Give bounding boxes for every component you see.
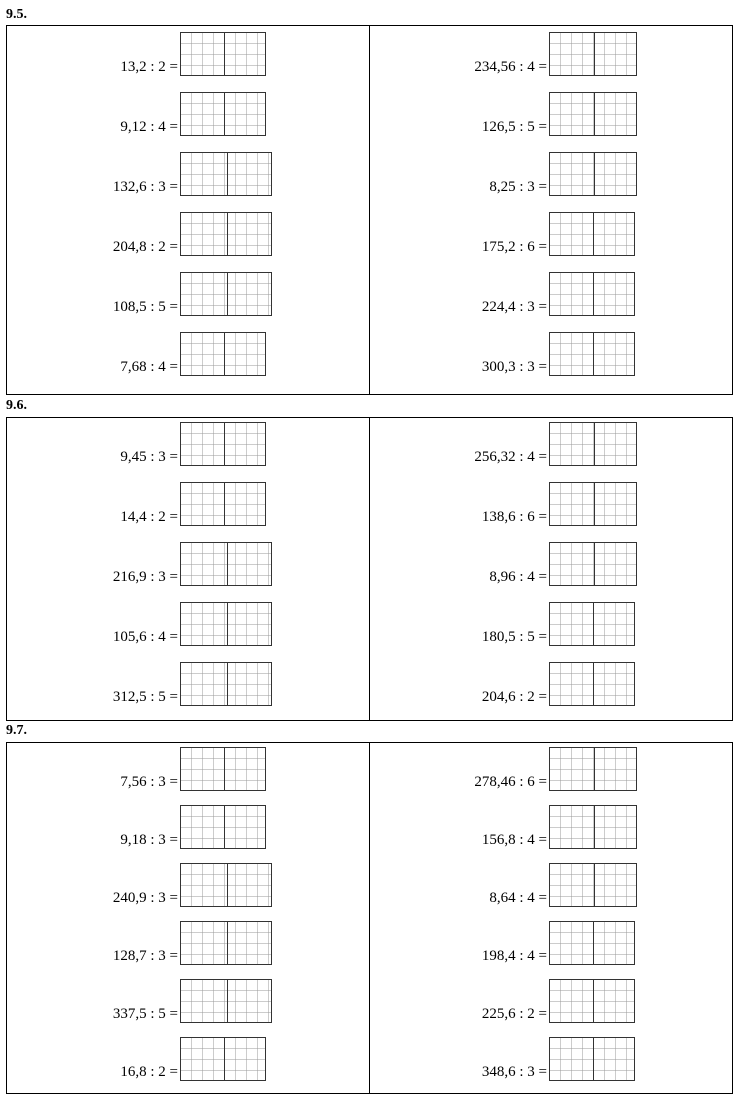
grid-divider: [224, 93, 225, 135]
division-problem: [482, 212, 635, 256]
answer-grid[interactable]: [180, 212, 272, 256]
division-expression: 8,96 : 4 =: [489, 569, 547, 585]
grid-divider: [224, 1038, 225, 1080]
answer-grid[interactable]: [180, 602, 272, 646]
grid-divider: [594, 93, 595, 135]
division-expression: 7,68 : 4 =: [120, 359, 178, 375]
grid-divider: [593, 603, 594, 645]
division-problem: [489, 863, 637, 907]
division-expression: 225,6 : 2 =: [481, 1006, 547, 1022]
division-expression: 105,6 : 4 =: [112, 629, 178, 645]
answer-grid[interactable]: [549, 602, 635, 646]
grid-divider: [227, 980, 228, 1022]
division-expression: 9,12 : 4 =: [120, 119, 178, 135]
division-problem: [120, 805, 266, 849]
division-problem: [482, 602, 635, 646]
answer-grid[interactable]: [180, 863, 272, 907]
division-expression: 108,5 : 5 =: [112, 299, 178, 315]
division-expression: 312,5 : 5 =: [112, 689, 178, 705]
division-problem: [482, 805, 637, 849]
grid-divider: [224, 806, 225, 848]
division-problem: [113, 542, 272, 586]
grid-divider: [227, 663, 228, 705]
grid-divider: [224, 483, 225, 525]
section-box: [6, 417, 733, 721]
division-problem: [113, 152, 272, 196]
grid-divider: [227, 213, 228, 255]
grid-divider: [593, 663, 594, 705]
grid-divider: [593, 980, 594, 1022]
answer-grid[interactable]: [549, 662, 635, 706]
answer-grid[interactable]: [180, 332, 266, 376]
answer-grid[interactable]: [180, 422, 266, 466]
grid-divider: [593, 1038, 594, 1080]
answer-grid[interactable]: [180, 921, 272, 965]
answer-grid[interactable]: [549, 921, 635, 965]
division-problem: [489, 152, 637, 196]
grid-divider: [593, 213, 594, 255]
division-expression: 204,6 : 2 =: [481, 689, 547, 705]
division-expression: 13,2 : 2 =: [120, 59, 178, 75]
answer-grid[interactable]: [549, 863, 637, 907]
division-problem: [120, 332, 266, 376]
answer-grid[interactable]: [549, 152, 637, 196]
answer-grid[interactable]: [180, 32, 266, 76]
grid-divider: [594, 483, 595, 525]
answer-grid[interactable]: [180, 747, 266, 791]
answer-grid[interactable]: [180, 542, 272, 586]
division-problem: [113, 979, 272, 1023]
answer-grid[interactable]: [549, 272, 635, 316]
answer-grid[interactable]: [549, 1037, 635, 1081]
answer-grid[interactable]: [180, 152, 272, 196]
division-expression: 7,56 : 3 =: [120, 774, 178, 790]
division-problem: [489, 542, 637, 586]
division-expression: 224,4 : 3 =: [481, 299, 547, 315]
grid-divider: [594, 806, 595, 848]
division-problem: [113, 212, 272, 256]
grid-divider: [593, 333, 594, 375]
division-problem: [113, 602, 272, 646]
division-problem: [120, 1037, 266, 1081]
division-expression: 300,3 : 3 =: [481, 359, 547, 375]
grid-divider: [593, 922, 594, 964]
section-label: 9.6.: [6, 398, 27, 413]
division-expression: 198,4 : 4 =: [481, 948, 547, 964]
grid-divider: [224, 33, 225, 75]
grid-divider: [227, 864, 228, 906]
division-problem: [474, 422, 637, 466]
division-problem: [482, 979, 635, 1023]
division-problem: [120, 422, 266, 466]
division-problem: [482, 662, 635, 706]
answer-grid[interactable]: [180, 272, 272, 316]
column-divider: [369, 743, 370, 1093]
division-expression: 256,32 : 4 =: [474, 449, 547, 465]
answer-grid[interactable]: [549, 542, 637, 586]
division-problem: [120, 482, 266, 526]
grid-divider: [594, 153, 595, 195]
section-box: [6, 742, 733, 1094]
answer-grid[interactable]: [549, 32, 637, 76]
section-label: 9.5.: [6, 7, 27, 22]
grid-divider: [227, 603, 228, 645]
division-expression: 9,18 : 3 =: [120, 832, 178, 848]
answer-grid[interactable]: [549, 805, 637, 849]
division-problem: [482, 92, 637, 136]
column-divider: [369, 418, 370, 720]
division-problem: [113, 921, 272, 965]
grid-divider: [227, 273, 228, 315]
division-expression: 234,56 : 4 =: [474, 59, 547, 75]
division-problem: [482, 332, 635, 376]
division-expression: 14,4 : 2 =: [120, 509, 178, 525]
column-divider: [369, 26, 370, 394]
grid-divider: [594, 748, 595, 790]
grid-divider: [224, 333, 225, 375]
division-expression: 175,2 : 6 =: [481, 239, 547, 255]
division-problem: [120, 747, 266, 791]
answer-grid[interactable]: [180, 662, 272, 706]
division-expression: 216,9 : 3 =: [112, 569, 178, 585]
division-problem: [113, 863, 272, 907]
division-problem: [482, 482, 637, 526]
division-expression: 240,9 : 3 =: [112, 890, 178, 906]
answer-grid[interactable]: [549, 482, 637, 526]
division-problem: [120, 92, 266, 136]
answer-grid[interactable]: [180, 805, 266, 849]
division-problem: [482, 1037, 635, 1081]
division-problem: [482, 272, 635, 316]
section-label: 9.7.: [6, 723, 27, 738]
answer-grid[interactable]: [549, 212, 635, 256]
answer-grid[interactable]: [549, 979, 635, 1023]
division-expression: 204,8 : 2 =: [112, 239, 178, 255]
division-expression: 8,64 : 4 =: [489, 890, 547, 906]
division-problem: [113, 272, 272, 316]
division-problem: [474, 32, 637, 76]
answer-grid[interactable]: [549, 332, 635, 376]
division-problem: [113, 662, 272, 706]
division-expression: 9,45 : 3 =: [120, 449, 178, 465]
answer-grid[interactable]: [549, 422, 637, 466]
division-problem: [120, 32, 266, 76]
grid-divider: [594, 543, 595, 585]
answer-grid[interactable]: [180, 482, 266, 526]
division-expression: 180,5 : 5 =: [481, 629, 547, 645]
division-expression: 126,5 : 5 =: [481, 119, 547, 135]
grid-divider: [594, 33, 595, 75]
grid-divider: [224, 748, 225, 790]
grid-divider: [227, 153, 228, 195]
division-expression: 132,6 : 3 =: [112, 179, 178, 195]
section-box: [6, 25, 733, 395]
division-expression: 138,6 : 6 =: [481, 509, 547, 525]
answer-grid[interactable]: [549, 747, 637, 791]
division-expression: 8,25 : 3 =: [489, 179, 547, 195]
answer-grid[interactable]: [549, 92, 637, 136]
grid-divider: [593, 273, 594, 315]
division-expression: 128,7 : 3 =: [112, 948, 178, 964]
division-expression: 337,5 : 5 =: [112, 1006, 178, 1022]
grid-divider: [594, 423, 595, 465]
division-problem: [474, 747, 637, 791]
grid-divider: [227, 922, 228, 964]
answer-grid[interactable]: [180, 979, 272, 1023]
grid-divider: [227, 543, 228, 585]
division-expression: 156,8 : 4 =: [481, 832, 547, 848]
division-problem: [482, 921, 635, 965]
answer-grid[interactable]: [180, 1037, 266, 1081]
grid-divider: [594, 864, 595, 906]
division-expression: 16,8 : 2 =: [120, 1064, 178, 1080]
division-expression: 348,6 : 3 =: [481, 1064, 547, 1080]
grid-divider: [224, 423, 225, 465]
division-expression: 278,46 : 6 =: [474, 774, 547, 790]
answer-grid[interactable]: [180, 92, 266, 136]
